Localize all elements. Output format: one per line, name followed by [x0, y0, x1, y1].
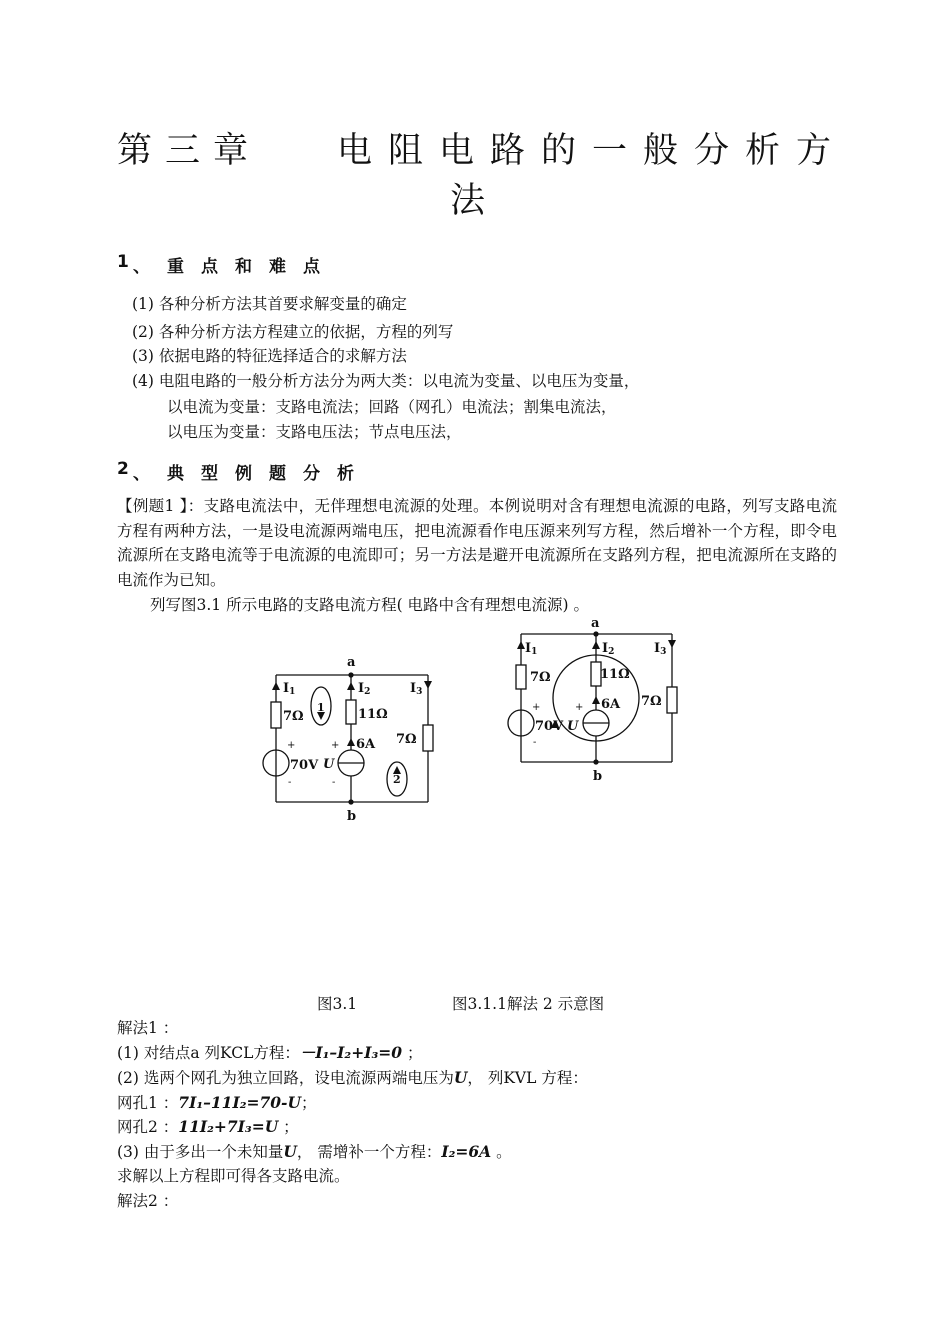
- mesh-1-equation: 网孔1 ：7I₁–11I₂=70-U；: [117, 1093, 317, 1112]
- heading-char: 题: [269, 464, 286, 484]
- current-label: I1: [283, 681, 296, 697]
- chapter-title: [117, 128, 832, 174]
- voltage-source-label: 70V: [535, 719, 564, 734]
- solution-1-heading: 解法1 ：: [117, 1019, 179, 1037]
- node-b-label: b: [347, 809, 357, 824]
- heading-char: 析: [337, 464, 354, 484]
- mesh-2-equation: 网孔2 ：11I₂+7I₃=U ；: [117, 1117, 299, 1136]
- resistor-label: 11Ω: [600, 667, 630, 682]
- resistor-label: 7Ω: [641, 694, 662, 709]
- node-b-label: b: [593, 769, 603, 784]
- current-label: I2: [602, 641, 615, 657]
- title-char: 一: [592, 131, 628, 171]
- section-heading-2: [117, 459, 417, 484]
- heading-char: 典: [167, 464, 184, 484]
- solution-step-3: (3) 由于多出一个未知量U， 需增补一个方程：I₂=6A 。: [117, 1142, 512, 1161]
- plus-sign: +: [532, 702, 541, 713]
- title-char: 的: [541, 131, 577, 171]
- resistor-label: 7Ω: [283, 709, 304, 724]
- figure-3-1-1: [500, 612, 690, 787]
- heading-char: 点: [303, 257, 320, 277]
- title-char: 章: [213, 131, 249, 171]
- title-char: 方: [796, 131, 832, 171]
- equation: －I₁–I₂+I₃=0: [299, 1043, 403, 1062]
- heading-char: 分: [303, 464, 320, 484]
- current-source-label: 6A: [356, 737, 376, 752]
- title-char: 电: [439, 131, 475, 171]
- title-char: 电: [337, 131, 373, 171]
- minus-sign: -: [533, 737, 537, 748]
- minus-sign: -: [332, 777, 336, 788]
- minus-sign: -: [288, 777, 292, 788]
- resistor-label: 7Ω: [396, 732, 417, 747]
- resistor-label: 7Ω: [530, 670, 551, 685]
- current-label: I3: [654, 641, 667, 657]
- title-char: 第: [117, 131, 153, 171]
- title-char: 路: [490, 131, 526, 171]
- section-number: 1: [117, 252, 129, 272]
- equation: 7I₁–11I₂=70-U: [178, 1093, 301, 1112]
- plus-sign: +: [575, 702, 584, 713]
- loop-1-label: 1: [317, 701, 325, 714]
- heading-char: 例: [235, 464, 252, 484]
- variable-u: U: [283, 1142, 297, 1161]
- solution-conclusion: 求解以上方程即可得各支路电流。: [117, 1167, 350, 1185]
- title-char: 般: [643, 131, 679, 171]
- variable-u: U: [453, 1068, 468, 1087]
- heading-char: 型: [201, 464, 218, 484]
- solution-step-2: (2) 选两个网孔为独立回路，设电流源两端电压为U， 列KVL 方程：: [117, 1068, 588, 1087]
- equation: I₂=6A: [441, 1142, 492, 1161]
- title-char: 三: [165, 131, 201, 171]
- section-sep: 、: [133, 464, 150, 484]
- equation: 11I₂+7I₃=U: [178, 1117, 279, 1136]
- node-a-label: a: [591, 616, 600, 631]
- figure-caption-2: 图3.1.1解法 2 示意图: [452, 995, 605, 1013]
- section-sep: 、: [133, 257, 150, 277]
- section-heading-1: [117, 252, 417, 277]
- voltage-source-label: 70V: [290, 758, 319, 773]
- node-a-label: a: [347, 655, 356, 670]
- list-item: (4) 电阻电路的一般分析方法分为两大类：以电流为变量、以电压为变量，: [132, 372, 640, 390]
- heading-char: 和: [235, 257, 252, 277]
- current-source-label: 6A: [601, 697, 621, 712]
- example-label: 【例题1 】: [117, 497, 188, 515]
- title-char: 析: [745, 131, 781, 171]
- plus-sign: +: [331, 740, 340, 751]
- title-char: 分: [694, 131, 730, 171]
- current-label: I1: [525, 641, 538, 657]
- voltage-u-label: U: [567, 719, 579, 734]
- list-sub-item: 以电流为变量：支路电流法；回路（网孔）电流法；割集电流法，: [167, 398, 617, 416]
- example-task: 列写图3.1 所示电路的支路电流方程( 电路中含有理想电流源) 。: [150, 596, 590, 614]
- example-paragraph: [117, 494, 837, 592]
- figure-caption-1: 图3.1: [317, 995, 358, 1013]
- plus-sign: +: [287, 740, 296, 751]
- title-line-2: 法: [450, 181, 486, 221]
- list-item: (3) 依据电路的特征选择适合的求解方法: [132, 347, 407, 365]
- current-label: I3: [410, 681, 423, 697]
- loop-2-label: 2: [393, 773, 401, 786]
- example-text: ：支路电流法中，无伴理想电流源的处理。本例说明对含有理想电流源的电路，列写支路电流方程有两种方法，一是设电流源两端电压，把电流源看作电压源来列写方程，然后增补一个方程，即令电流源所在支路电流等于电流源的电流即可；另一方法是避开电流源所在支路列方程，把电流源所在支路的电流作为已知。: [117, 497, 837, 589]
- section-number: 2: [117, 459, 129, 479]
- solution-2-heading: 解法2 ：: [117, 1192, 179, 1210]
- current-label: I2: [358, 681, 371, 697]
- list-item: (1) 各种分析方法其首要求解变量的确定: [132, 295, 407, 313]
- figure-3-1: [255, 650, 450, 825]
- heading-char: 难: [269, 257, 286, 277]
- list-sub-item: 以电压为变量：支路电压法；节点电压法，: [167, 423, 462, 441]
- heading-char: 重: [167, 257, 184, 277]
- solution-step-1: (1) 对结点a 列KCL方程：－I₁–I₂+I₃=0 ；: [117, 1043, 423, 1062]
- list-item: (2) 各种分析方法方程建立的依据，方程的列写: [132, 323, 454, 341]
- heading-char: 点: [201, 257, 218, 277]
- voltage-u-label: U: [323, 757, 335, 772]
- title-char: 阻: [388, 131, 424, 171]
- resistor-label: 11Ω: [358, 707, 388, 722]
